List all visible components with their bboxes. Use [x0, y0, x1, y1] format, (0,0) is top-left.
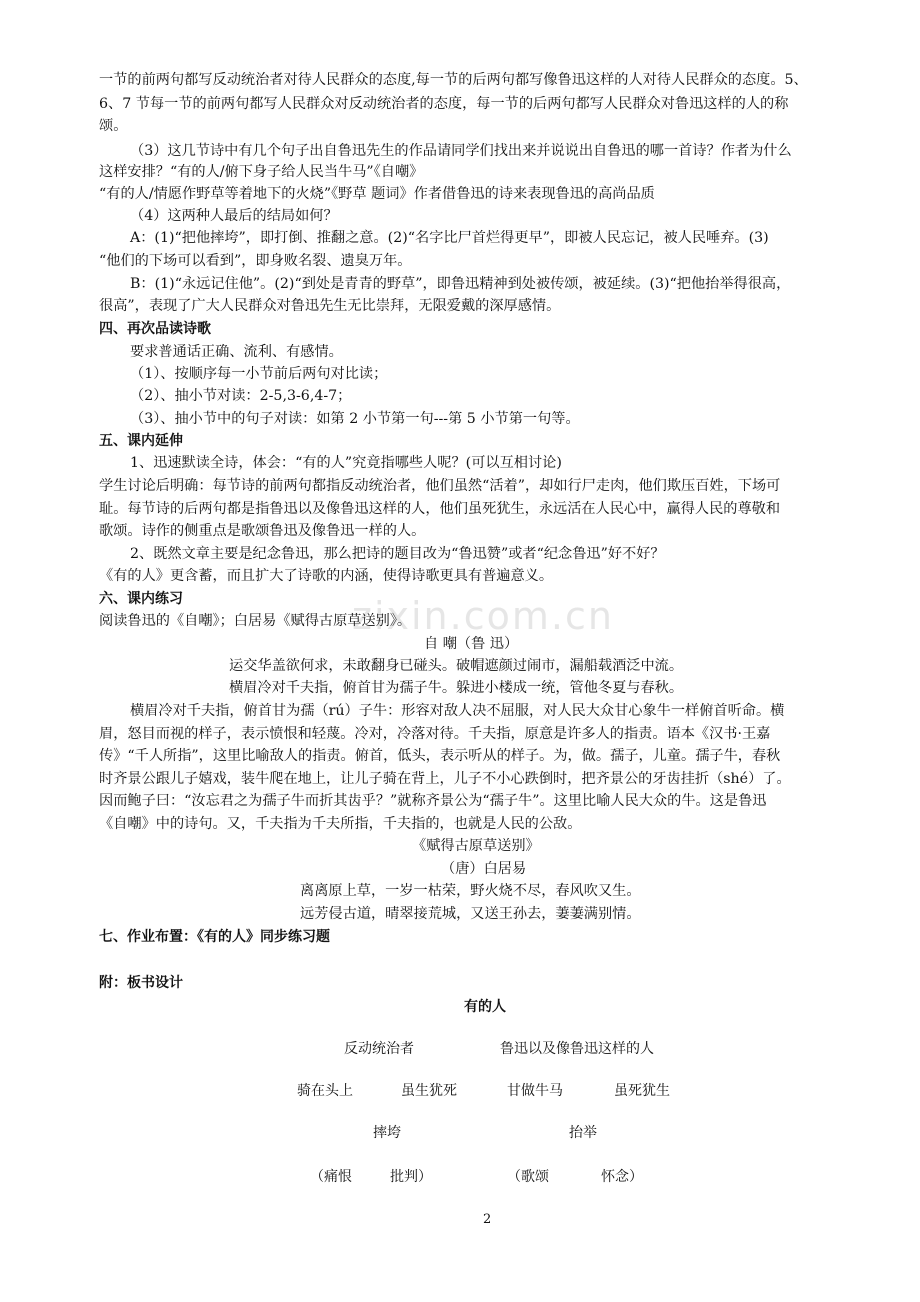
board-item: 虽死犹生	[614, 1083, 670, 1099]
poem-line: 运交华盖欲何求，未敢翻身已碰头。破帽遮颜过闹市，漏船载酒泛中流。	[229, 658, 684, 674]
text-line: 很高”，表现了广大人民群众对鲁迅先生无比崇拜，无限爱戴的深厚感情。	[99, 298, 561, 314]
poem-line: 远芳侵古道，晴翠接荒城，又送王孙去，萋萋满别情。	[300, 906, 641, 922]
text-line: 颂。	[99, 118, 128, 134]
text-line: 因而鲍子曰：“汝忘君之为孺子牛而折其齿乎？”就称齐景公为“孺子牛”。这里比喻人民大众的牛。这是鲁迅	[99, 793, 767, 809]
text-line: 《有的人》更含蓄，而且扩大了诗歌的内涵，使得诗歌更具有普遍意义。	[99, 568, 554, 584]
text-line: 耻。每节诗的后两句都是指鲁迅以及像鲁迅这样的人，他们虽死犹生，永远活在人民心中，赢得人民的尊敬和	[99, 501, 781, 517]
text-line: B：(1)“永远记住他”。(2)“到处是青青的野草”，即鲁迅精神到处被传颂，被延续。(3)“把他抬举得很高，	[130, 276, 791, 292]
text-line: （3）、抽小节中的句子对读：如第 2 小节第一句---第 5 小节第一句等。	[130, 411, 580, 427]
section-heading: 七、作业布置：《有的人》同步练习题	[99, 929, 330, 945]
board-item: 摔垮	[373, 1125, 401, 1141]
poem-line: 横眉冷对千夫指，俯首甘为孺子牛。躲进小楼成一统，管他冬夏与春秋。	[229, 680, 684, 696]
poem-line: 离离原上草，一岁一枯荣，野火烧不尽，春风吹又生。	[300, 883, 641, 899]
text-line: （4）这两种人最后的结局如何？	[130, 208, 338, 224]
board-right-head: 鲁迅以及像鲁迅这样的人	[500, 1041, 654, 1057]
board-item: 虽生犹死	[401, 1083, 457, 1099]
text-line: 一节的前两句都写反动统治者对待人民群众的态度,每一节的后两句都写像鲁迅这样的人对待人民群众的态度。5、	[99, 72, 808, 88]
board-item: 怀念）	[601, 1169, 643, 1185]
text-line: 学生讨论后明确：每节诗的前两句都指反动统治者，他们虽然“活着”，却如行尸走肉，他们欺压百姓，下场可	[99, 478, 781, 494]
text-line: 横眉冷对千夫指，俯首甘为孺（rú）子牛：形容对敌人决不屈服，对人民大众甘心象牛一样俯首听命。横	[130, 703, 785, 719]
poem-title: 自 嘲（鲁 迅）	[424, 636, 519, 652]
text-line: 2、既然文章主要是纪念鲁迅，那么把诗的题目改为“鲁迅赞”或者“纪念鲁迅”好不好？	[130, 546, 665, 562]
section-heading: 四、再次品读诗歌	[99, 321, 211, 337]
board-title: 有的人	[464, 999, 506, 1015]
board-item: 甘做牛马	[507, 1083, 563, 1099]
text-line: 时齐景公跟儿子嬉戏，装牛爬在地上，让儿子骑在背上，儿子不小心跌倒时，把齐景公的牙齿挂折（shé）了。	[99, 771, 791, 787]
text-line: 眉，怒目而视的样子，表示愤恨和轻蔑。冷对，冷落对待。千夫指，原意是许多人的指责。语本《汉书·王嘉	[99, 726, 771, 742]
text-line: 1、迅速默读全诗，体会：“有的人”究竟指哪些人呢？(可以互相讨论)	[130, 455, 562, 471]
page-number: 2	[483, 1212, 492, 1227]
board-item: 抬举	[569, 1125, 597, 1141]
board-item: （痛恨	[310, 1169, 352, 1185]
poem-author: （唐）白居易	[441, 861, 527, 877]
board-item: （歌颂	[507, 1169, 549, 1185]
section-heading: 五、课内延伸	[99, 433, 183, 449]
text-line: A：(1)“把他摔垮”，即打倒、推翻之意。(2)“名字比尸首烂得更早”，即被人民忘记，被人民唾弃。(3)	[130, 230, 769, 246]
board-item: 批判）	[390, 1169, 432, 1185]
poem-title: 《赋得古原草送别》	[412, 838, 540, 854]
text-line: “他们的下场可以看到”，即身败名裂、遗臭万年。	[99, 253, 412, 269]
text-line: 歌颂。诗作的侧重点是歌颂鲁迅及像鲁迅一样的人。	[99, 523, 426, 539]
section-heading: 附：板书设计	[99, 975, 183, 991]
text-line: 6、7 节每一节的前两句都写人民群众对反动统治者的态度，每一节的后两句都写人民群众对鲁迅这样的人的称	[99, 96, 789, 112]
text-line: 要求普通话正确、流利、有感情。	[130, 344, 343, 360]
text-line: （2）、抽小节对读：2-5,3-6,4-7；	[130, 388, 352, 404]
text-line: 这样安排？“有的人/俯下身子给人民当牛马”《自嘲》	[99, 164, 424, 180]
text-line: （1）、按顺序每一小节前后两句对比读；	[130, 366, 388, 382]
section-heading: 六、课内练习	[99, 591, 183, 607]
board-item: 骑在头上	[297, 1083, 353, 1099]
text-line: （3）这几节诗中有几个句子出自鲁迅先生的作品请同学们找出来并说说出自鲁迅的哪一首诗？作者为什么	[130, 143, 792, 159]
text-line: “有的人/情愿作野草等着地下的火烧”《野草 题词》作者借鲁迅的诗来表现鲁迅的高尚品质	[99, 186, 655, 202]
text-line: 《自嘲》中的诗句。又，千夫指为千夫所指，千夫指的，也就是人民的公敌。	[99, 816, 582, 832]
board-left-head: 反动统治者	[344, 1041, 414, 1057]
watermark: zixin.com.cn	[352, 594, 614, 638]
text-line: 阅读鲁迅的《自嘲》；白居易《赋得古原草送别》。	[99, 613, 412, 629]
text-line: 传》“千人所指”，这里比喻敌人的指责。俯首，低头，表示听从的样子。为，做。孺子，儿童。孺子牛，春秋	[99, 748, 781, 764]
